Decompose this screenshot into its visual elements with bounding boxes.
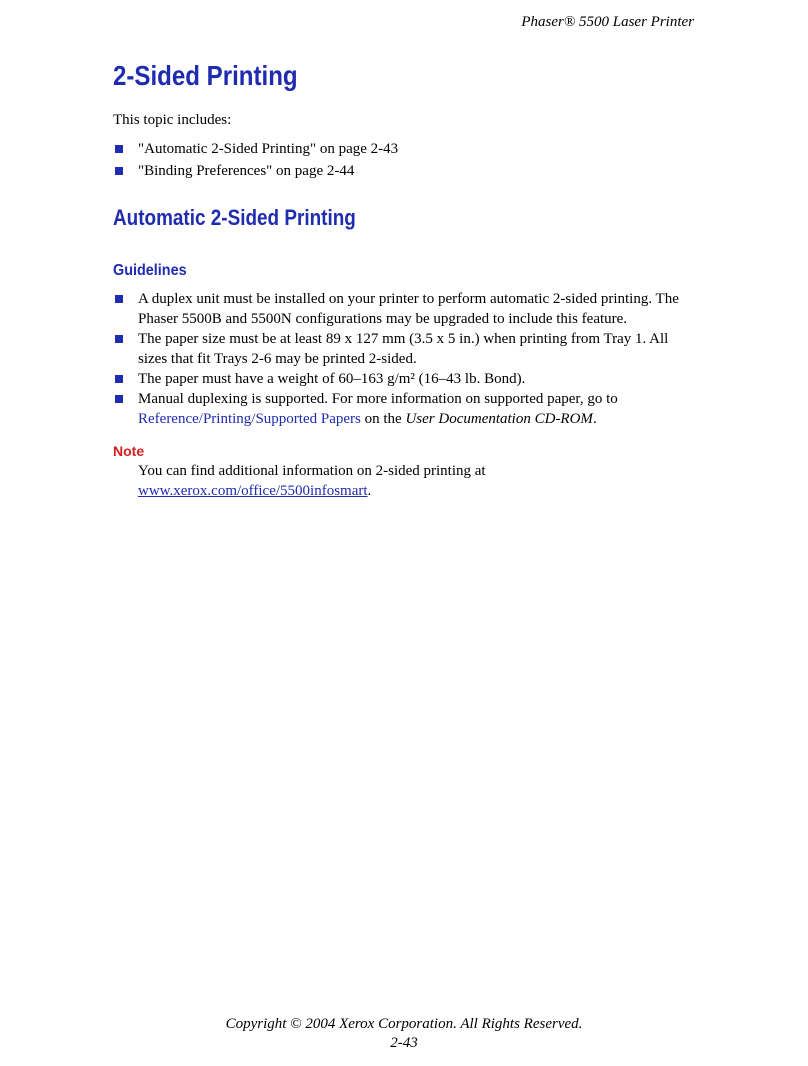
topic-item-binding[interactable] <box>113 161 693 181</box>
xerox-url-link[interactable]: www.xerox.com/office/5500infosmart <box>138 483 368 499</box>
square-bullet-icon <box>115 145 123 153</box>
topic-link-binding[interactable]: "Binding Preferences" on page 2-44 <box>138 163 355 179</box>
page-number: 2-43 <box>390 1035 418 1051</box>
note-text: You can find additional information on 2-sided printing at <box>138 463 486 479</box>
guideline-text: A duplex unit must be installed on your printer to perform automatic 2-sided printing. The Phaser 5500B and 5500N configurations may be upgraded to include this feature. <box>138 291 679 327</box>
square-bullet-icon <box>115 395 123 403</box>
guideline-text: The paper size must be at least 89 x 127 mm (3.5 x 5 in.) when printing from Tray 1. All sizes that fit Trays 2-6 may be printed 2-sided. <box>138 331 669 367</box>
running-header: Phaser® 5500 Laser Printer <box>521 14 694 30</box>
guideline-text-mid: on the <box>364 411 402 427</box>
guidelines-heading: Guidelines <box>113 262 187 279</box>
guideline-text: Manual duplexing is supported. For more information on supported paper, go to <box>138 391 618 407</box>
topic-item-automatic[interactable] <box>113 139 693 159</box>
page-title: 2-Sided Printing <box>113 60 298 91</box>
guideline-text: The paper must have a weight of 60–163 g/m² (16–43 lb. Bond). <box>138 371 526 387</box>
guideline-end-punct: . <box>592 411 597 427</box>
topic-link-automatic[interactable]: "Automatic 2-Sided Printing" on page 2-43 <box>138 141 399 157</box>
copyright-text: Copyright © 2004 Xerox Corporation. All Rights Reserved. <box>225 1016 583 1032</box>
intro-text: This topic includes: <box>113 112 232 128</box>
square-bullet-icon <box>115 335 123 343</box>
guideline-paper-weight <box>113 369 693 389</box>
guideline-duplex-unit <box>113 289 693 329</box>
guidelines-list <box>113 289 693 429</box>
note-label: Note <box>113 443 145 459</box>
topic-list <box>113 139 693 183</box>
section-heading-automatic: Automatic 2-Sided Printing <box>113 205 356 230</box>
square-bullet-icon <box>115 375 123 383</box>
note-end-punct: . <box>367 483 372 499</box>
square-bullet-icon <box>115 167 123 175</box>
guideline-paper-size <box>113 329 693 369</box>
note-body <box>138 461 698 501</box>
square-bullet-icon <box>115 295 123 303</box>
guideline-manual-duplex <box>113 389 693 429</box>
cd-rom-title: User Documentation CD-ROM <box>405 411 593 427</box>
page-footer <box>0 1015 808 1053</box>
supported-papers-link[interactable]: Reference/Printing/Supported Papers <box>138 411 361 427</box>
